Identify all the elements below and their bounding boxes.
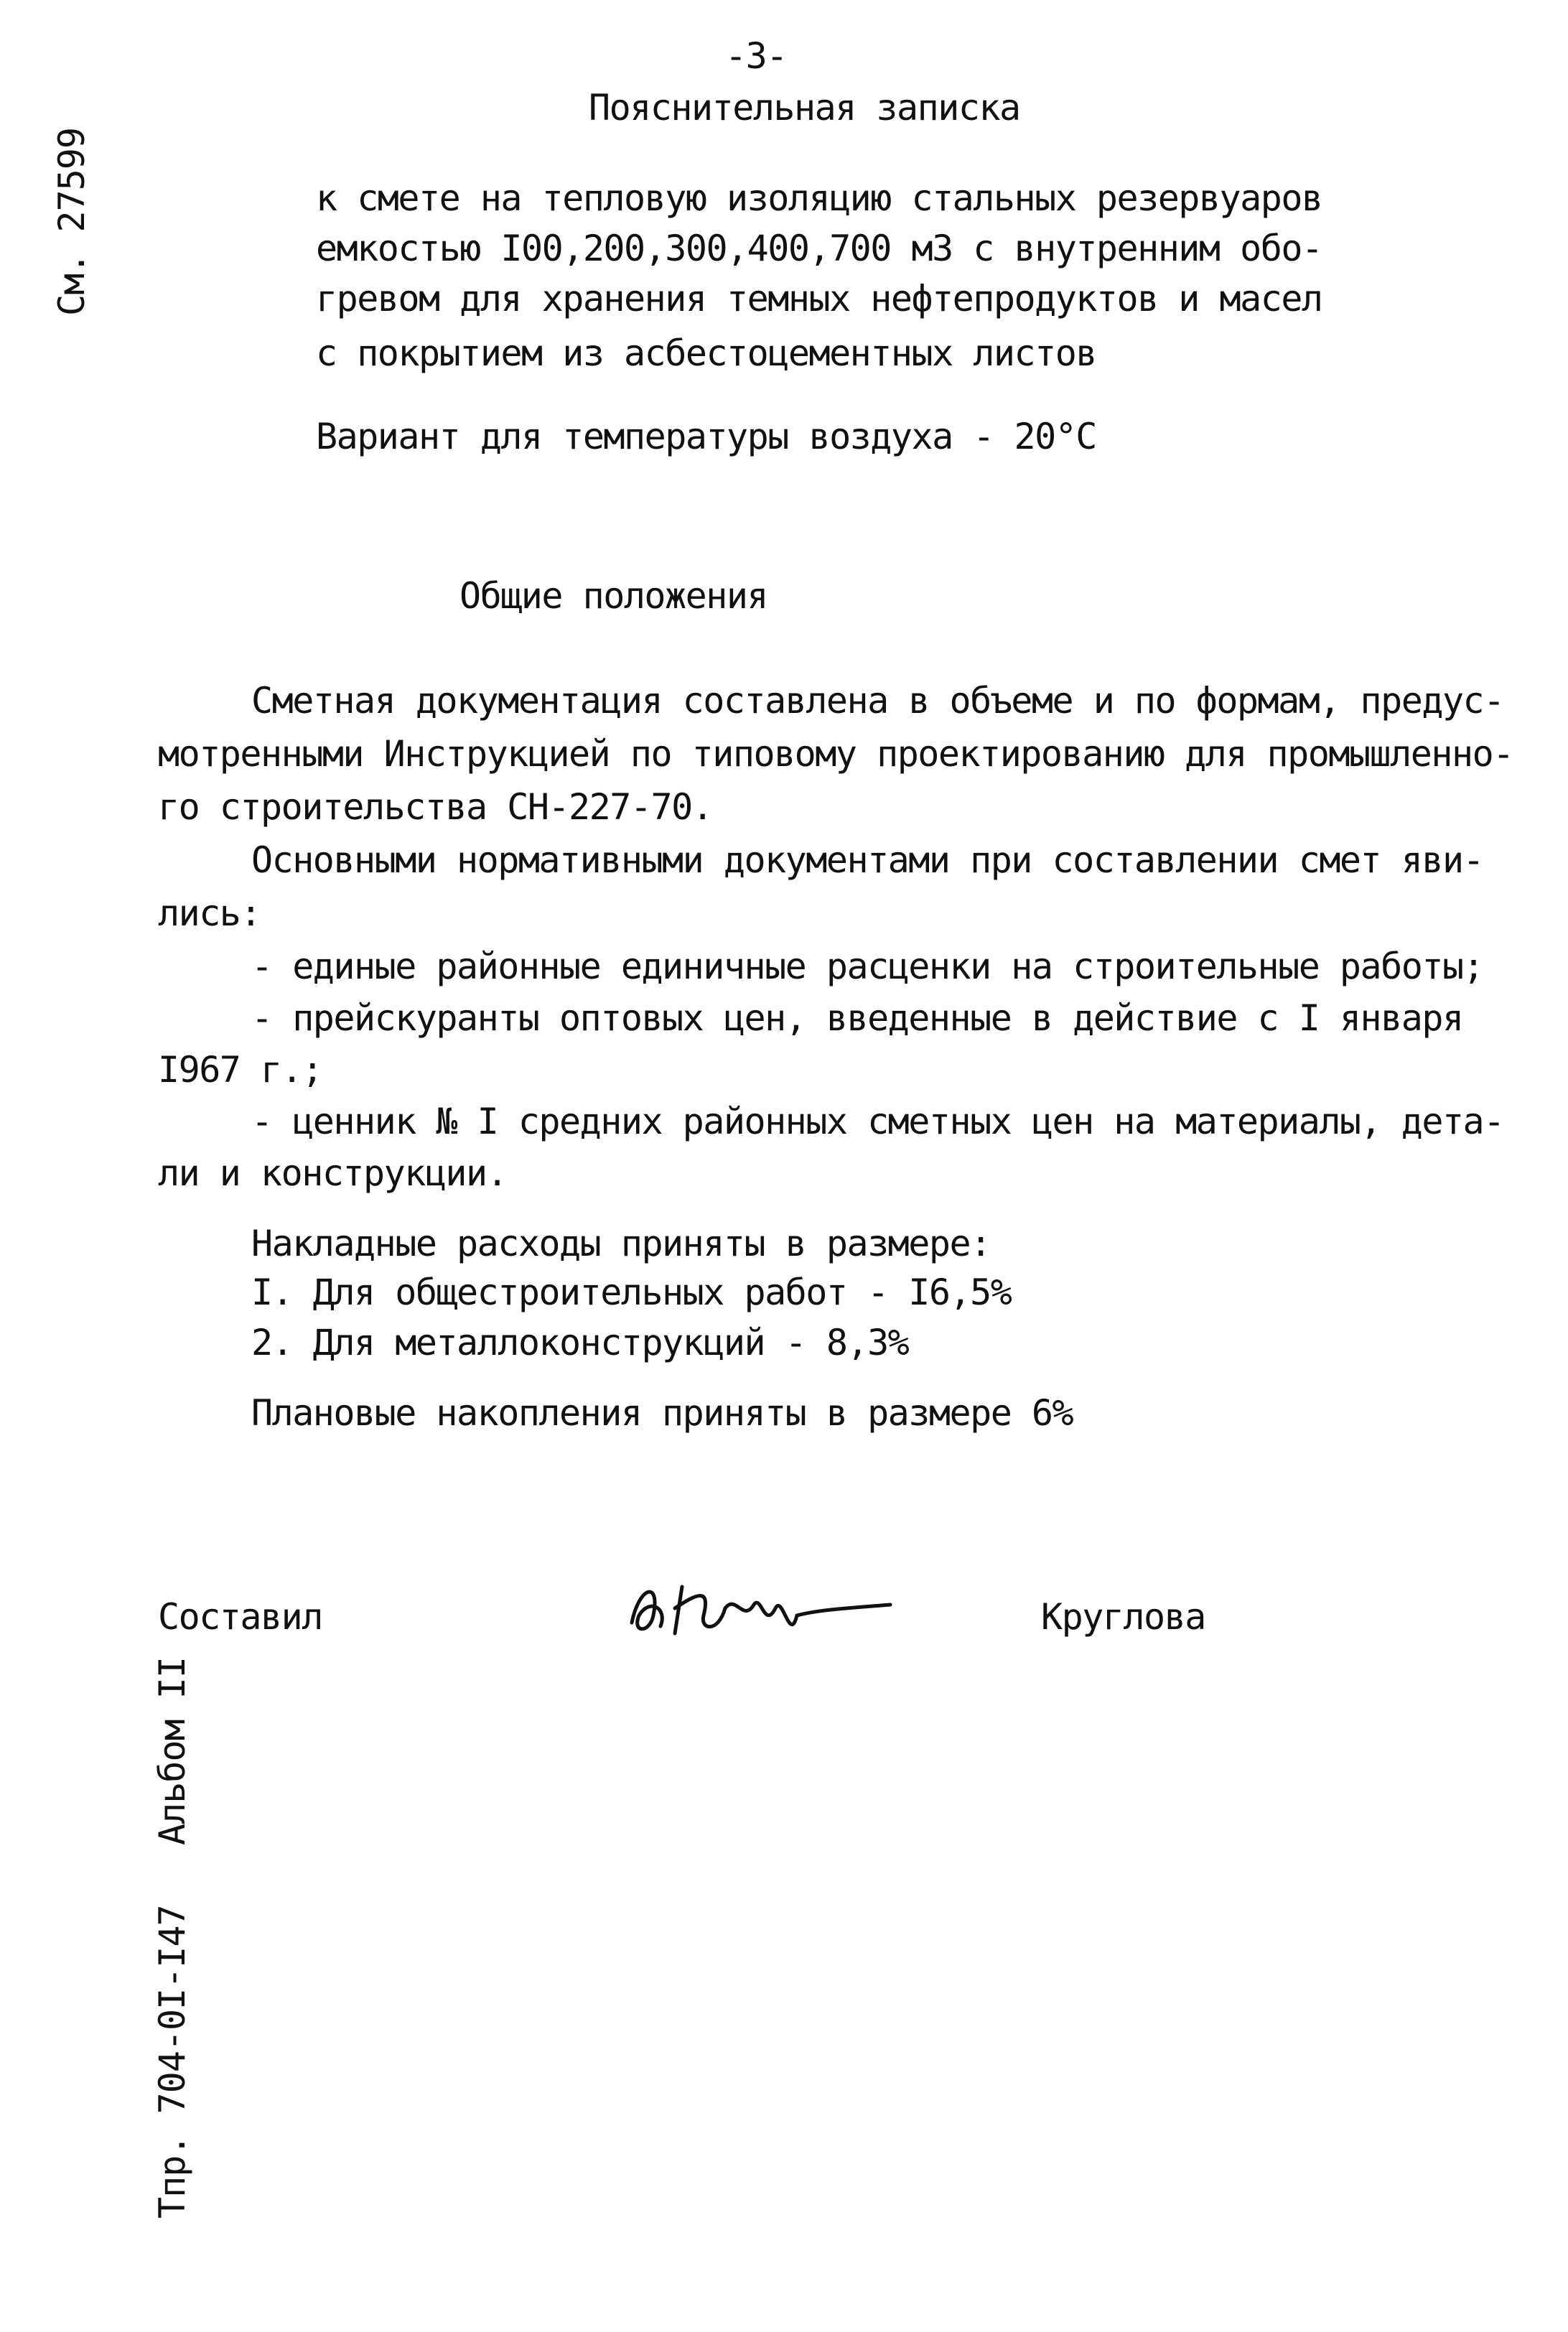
planned-savings: Плановые накопления приняты в размере 6% xyxy=(251,1392,1073,1434)
subtitle-line: к смете на тепловую изоляцию стальных резервуаров xyxy=(316,177,1322,219)
paragraph-line: го строительства СН-227-70. xyxy=(158,786,713,828)
list-item: I967 г.; xyxy=(158,1049,322,1091)
list-item: - единые районные единичные расценки на строительные работы; xyxy=(251,946,1484,987)
paragraph-line: мотренными Инструкцией по типовому проектированию для промышленно- xyxy=(158,733,1513,775)
subtitle-line: емкостью I00,200,300,400,700 м3 с внутренним обо- xyxy=(316,228,1322,269)
paragraph-line: Сметная документация составлена в объеме и по формам, предус- xyxy=(251,680,1504,722)
subtitle-line: гревом для хранения темных нефтепродуктов и масел xyxy=(316,278,1322,320)
signoff-name: Круглова xyxy=(1041,1596,1205,1638)
paragraph-line: лись: xyxy=(158,892,261,934)
margin-album: Альбом II xyxy=(151,1657,193,1845)
margin-reference: См. 27599 xyxy=(51,128,93,316)
overhead-item: I. Для общестроительных работ - I6,5% xyxy=(251,1272,1012,1313)
list-item: - ценник № I средних районных сметных цен на материалы, дета- xyxy=(251,1101,1504,1142)
list-item: ли и конструкции. xyxy=(158,1152,508,1194)
subtitle-line: с покрытием из асбестоцементных листов xyxy=(316,332,1096,374)
page-number: -3- xyxy=(725,35,787,77)
signature-image xyxy=(617,1565,905,1651)
document-title: Пояснительная записка xyxy=(589,87,1020,129)
overhead-intro: Накладные расходы приняты в размере: xyxy=(251,1223,991,1264)
section-heading: Общие положения xyxy=(459,575,768,617)
paragraph-line: Основными нормативными документами при составлении смет яви- xyxy=(251,839,1484,881)
variant-line: Вариант для температуры воздуха - 20°С xyxy=(316,416,1096,457)
margin-project-code: Тпр. 704-0I-I47 xyxy=(151,1905,193,2219)
overhead-item: 2. Для металлоконструкций - 8,3% xyxy=(251,1322,909,1363)
signoff-label: Составил xyxy=(158,1596,322,1638)
list-item: - прейскуранты оптовых цен, введенные в действие с I января xyxy=(251,997,1463,1039)
